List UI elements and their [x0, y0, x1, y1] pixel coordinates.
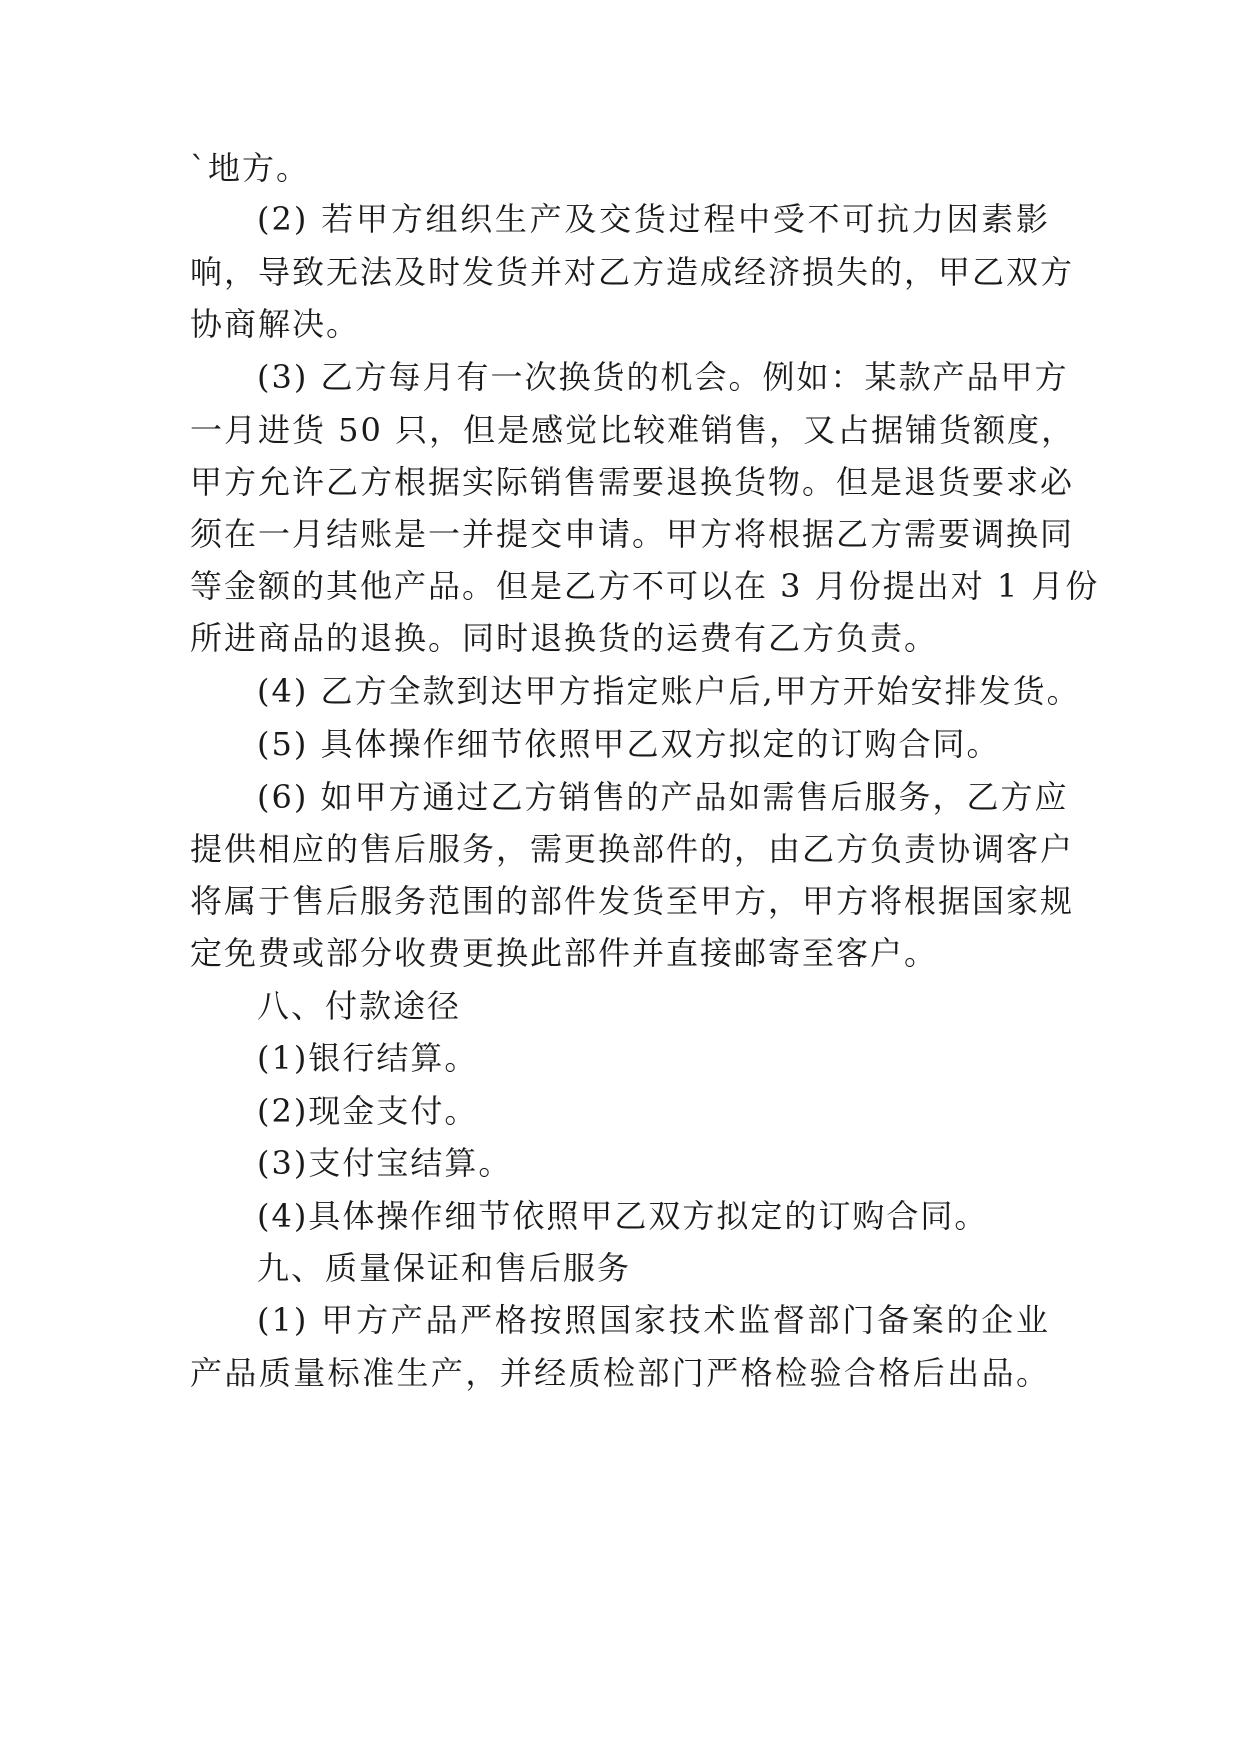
text-line: 须在一月结账是一并提交申请。甲方将根据乙方需要调换同: [190, 515, 1075, 553]
text-line: (4) 乙方全款到达甲方指定账户后,甲方开始安排发货。: [257, 672, 1081, 710]
text-line: 协商解决。: [190, 305, 361, 343]
text-line: 一月进货 50 只，但是感觉比较难销售，又占据铺货额度，: [190, 411, 1076, 449]
text-line: 所进商品的退换。同时退换货的运费有乙方负责。: [190, 619, 939, 657]
text-line: 产品质量标准生产，并经质检部门严格检验合格后出品。: [190, 1354, 1050, 1392]
text-line: 响，导致无法及时发货并对乙方造成经济损失的，甲乙双方: [190, 253, 1075, 291]
text-line: (3)支付宝结算。: [257, 1144, 513, 1182]
text-line: (1) 甲方产品严格按照国家技术监督部门备案的企业: [257, 1301, 1050, 1339]
text-line: 定免费或部分收费更换此部件并直接邮寄至客户。: [190, 934, 939, 972]
text-line: `地方。: [190, 149, 311, 187]
text-line: (5) 具体操作细节依照甲乙双方拟定的订购合同。: [257, 725, 1001, 763]
text-line: (1)银行结算。: [257, 1039, 479, 1077]
section-heading: 八、付款途径: [257, 987, 462, 1025]
text-line: 等金额的其他产品。但是乙方不可以在 3 月份提出对 1 月份: [190, 567, 1100, 605]
text-line: (3) 乙方每月有一次换货的机会。例如：某款产品甲方: [257, 358, 1069, 396]
text-line: 提供相应的售后服务，需更换部件的，由乙方负责协调客户: [190, 830, 1075, 868]
text-line: (2) 若甲方组织生产及交货过程中受不可抗力因素影: [257, 200, 1050, 238]
text-line: (4)具体操作细节依照甲乙双方拟定的订购合同。: [257, 1197, 989, 1235]
section-heading: 九、质量保证和售后服务: [257, 1249, 632, 1287]
text-line: 甲方允许乙方根据实际销售需要退换货物。但是退货要求必: [190, 463, 1075, 501]
text-line: (6) 如甲方通过乙方销售的产品如需售后服务，乙方应: [257, 778, 1069, 816]
text-line: (2)现金支付。: [257, 1092, 479, 1130]
text-line: 将属于售后服务范围的部件发货至甲方，甲方将根据国家规: [190, 882, 1075, 920]
